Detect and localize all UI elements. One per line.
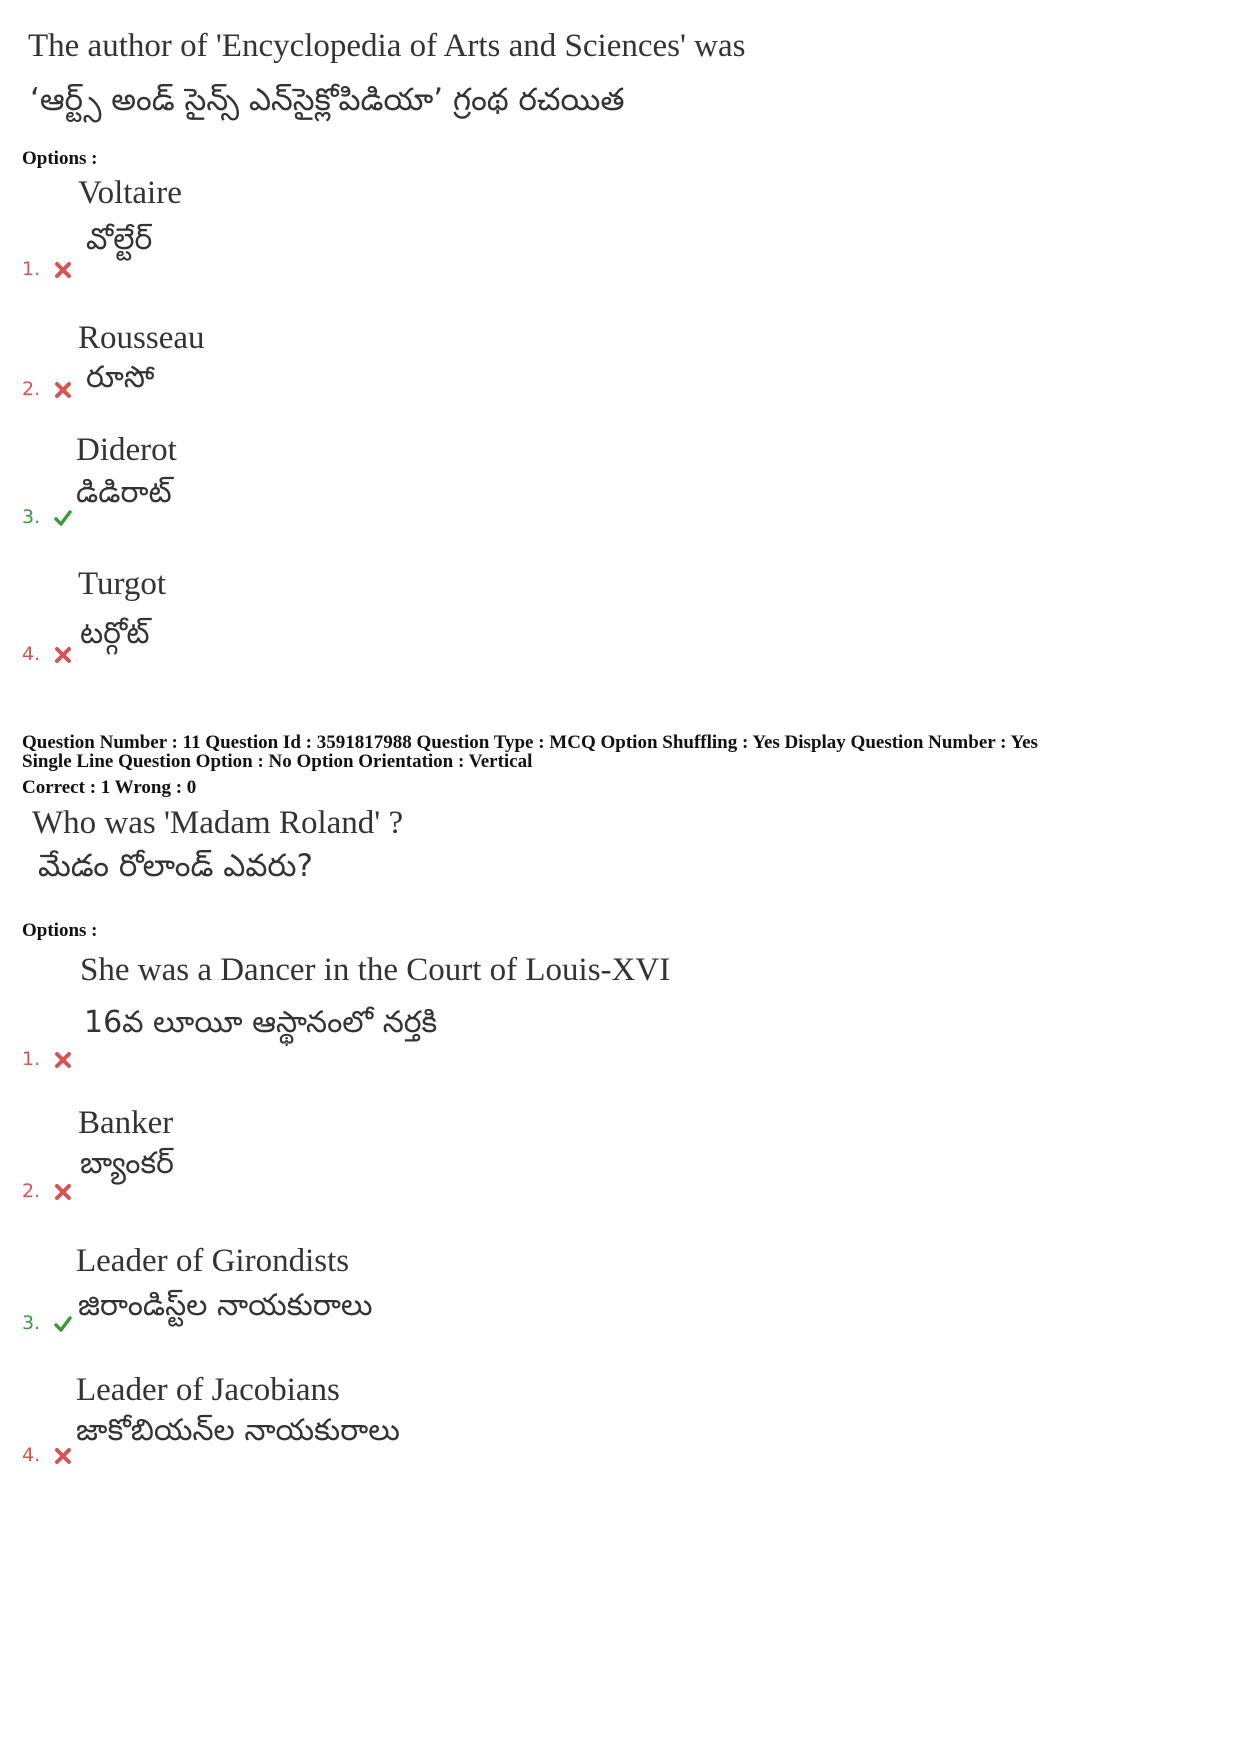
question-text-telugu: ‘ఆర్ట్స్ అండ్ సైన్స్ ఎన్‌సైక్లోపిడియా’ గ్రంథ రచయిత xyxy=(30,82,625,118)
question-meta-line-1: Question Number : 11 Question Id : 3591817988 Question Type : MCQ Option Shuffling : Yes Display Question Number : Yes xyxy=(22,732,1038,753)
question-text-telugu: మేడం రోలాండ్ ఎవరు? xyxy=(38,848,313,884)
option-3-telugu: డిడిరాట్ xyxy=(76,475,172,510)
option-4-english: Turgot xyxy=(78,566,167,602)
cross-icon xyxy=(54,381,72,399)
option-1-telugu: 16వ లూయీ ఆస్థానంలో నర్తకి xyxy=(84,1005,438,1040)
option-3-number: 3. xyxy=(22,1312,72,1334)
cross-icon xyxy=(54,1051,72,1069)
option-1-telugu: వోల్టేర్ xyxy=(86,222,153,257)
cross-icon xyxy=(54,1447,72,1465)
option-2-number: 2. xyxy=(22,1180,72,1202)
option-2-number: 2. xyxy=(22,378,72,400)
question-text-english: The author of 'Encyclopedia of Arts and Sciences' was xyxy=(28,28,746,64)
cross-icon xyxy=(54,646,72,664)
option-4-telugu: జాకోబియన్‌ల నాయకురాలు xyxy=(76,1413,400,1448)
question-text-english: Who was 'Madam Roland' ? xyxy=(32,805,404,841)
question-marks: Correct : 1 Wrong : 0 xyxy=(22,777,197,798)
option-1-number: 1. xyxy=(22,1048,72,1070)
check-icon xyxy=(54,509,72,527)
option-1-number: 1. xyxy=(22,258,72,280)
question-meta-line-2: Single Line Question Option : No Option Orientation : Vertical xyxy=(22,751,533,772)
option-2-english: Banker xyxy=(78,1105,174,1141)
option-3-english: Leader of Girondists xyxy=(76,1243,350,1279)
option-2-english: Rousseau xyxy=(78,320,205,356)
cross-icon xyxy=(54,261,72,279)
option-4-english: Leader of Jacobians xyxy=(76,1372,340,1408)
options-label: Options : xyxy=(22,148,98,169)
option-1-english: She was a Dancer in the Court of Louis-XVI xyxy=(80,952,671,988)
check-icon xyxy=(54,1315,72,1333)
option-1-english: Voltaire xyxy=(78,175,182,211)
option-2-telugu: బ్యాంకర్ xyxy=(80,1146,174,1181)
option-2-telugu: రూసో xyxy=(86,360,155,395)
option-4-number: 4. xyxy=(22,643,72,665)
option-3-english: Diderot xyxy=(76,432,177,468)
option-4-number: 4. xyxy=(22,1444,72,1466)
option-3-telugu: జిరాండిస్ట్‌ల నాయకురాలు xyxy=(78,1288,373,1323)
option-3-number: 3. xyxy=(22,506,72,528)
option-4-telugu: టర్గోట్ xyxy=(80,616,150,651)
cross-icon xyxy=(54,1183,72,1201)
options-label: Options : xyxy=(22,920,98,941)
